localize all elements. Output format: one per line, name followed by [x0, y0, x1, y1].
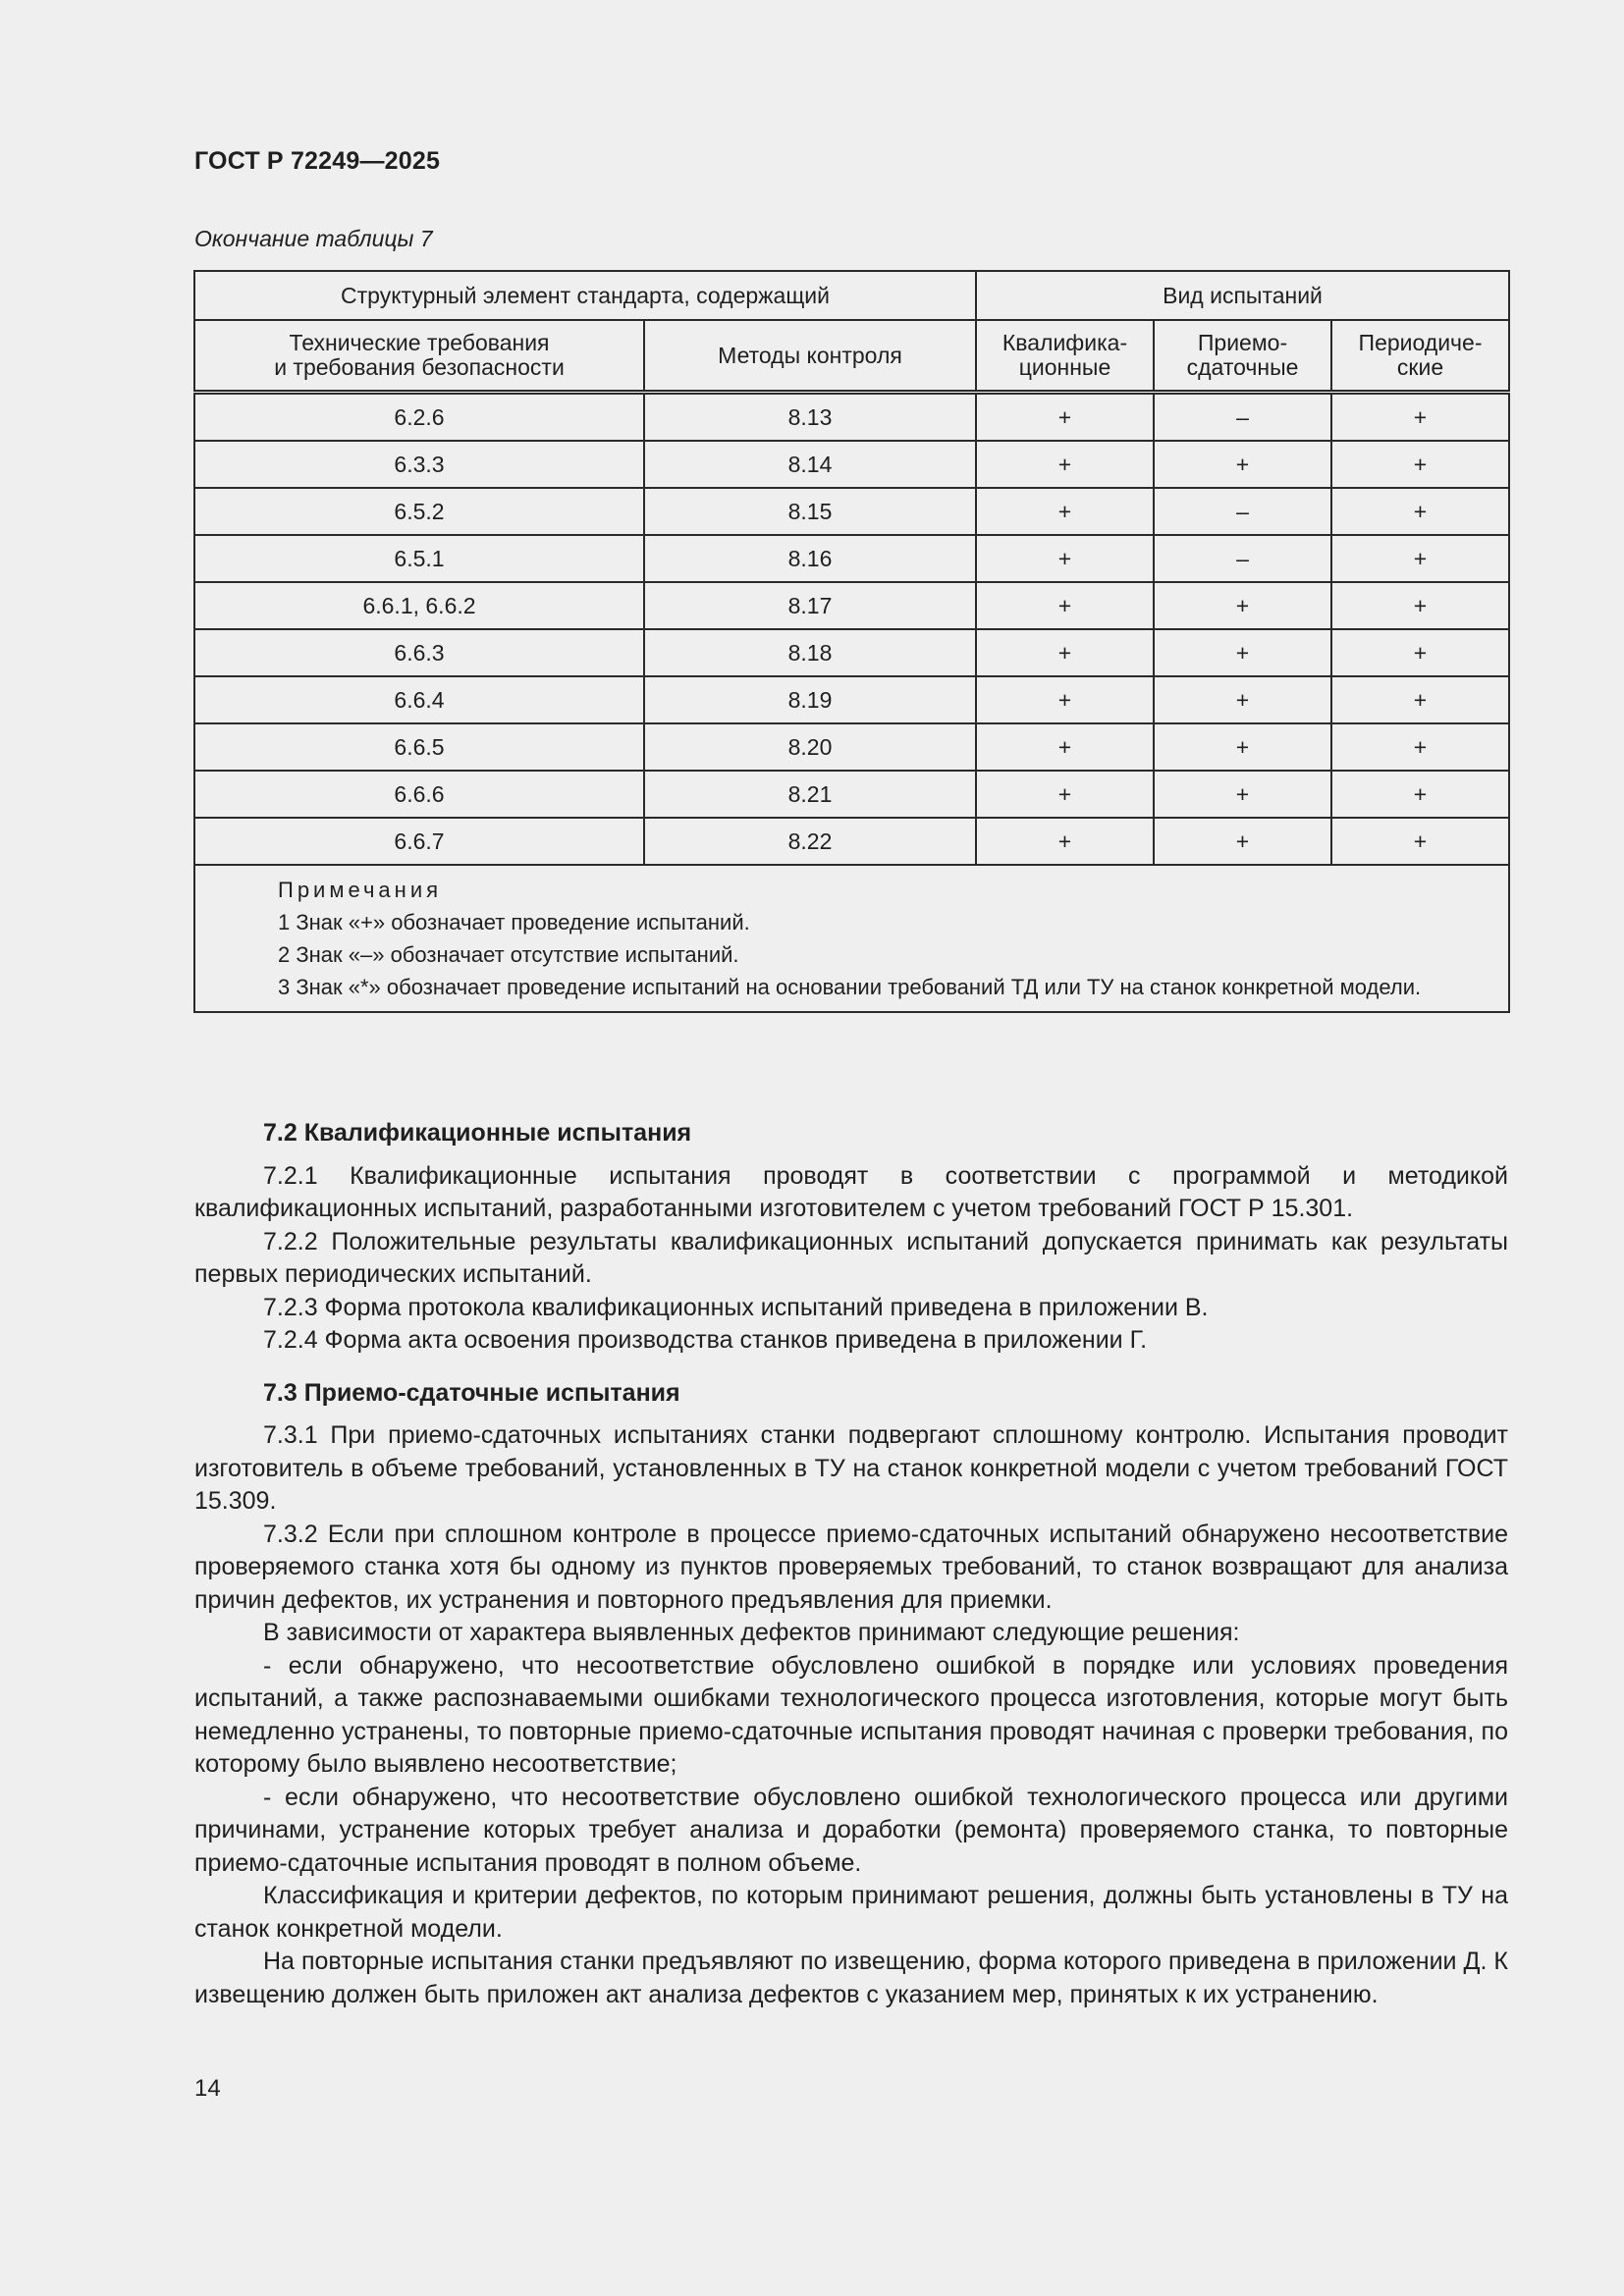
cell-acceptance: +: [1154, 723, 1331, 771]
note-item: 1 Знак «+» обозначает проведение испытаний.: [278, 910, 750, 934]
bullet-item: - если обнаружено, что несоответствие обусловлено ошибкой технологического процесса или другими причинами, устранение которых требует анализа и доработки (ремонта) проверяемого станка, то повторные приемо-сдаточные испытания проводят в полном объеме.: [194, 1783, 1508, 1877]
cell-acceptance: +: [1154, 582, 1331, 629]
cell-qualification: +: [976, 818, 1154, 865]
cell-qualification: +: [976, 441, 1154, 488]
cell-method: 8.13: [644, 393, 976, 442]
cell-acceptance: –: [1154, 535, 1331, 582]
standard-header: ГОСТ Р 72249—2025: [194, 147, 441, 175]
table-row: [194, 771, 1509, 818]
cell-qualification: +: [976, 535, 1154, 582]
cell-qualification: +: [976, 629, 1154, 676]
paragraph-repeat-tests: На повторные испытания станки предъявляют по извещению, форма которого приведена в приложении Д. К извещению должен быть приложен акт анализа дефектов с указанием мер, принятых к их устранению.: [194, 1948, 1508, 2008]
bullet-item: - если обнаружено, что несоответствие обусловлено ошибкой в порядке или условиях проведения испытаний, а также распознаваемыми ошибками технологического процесса изготовления, которые могут быть немедленно устранены, то повторные приемо-сдаточные испытания проводят начиная с проверки требования, по которому было выявлено несоответствие;: [194, 1651, 1508, 1778]
cell-qualification: +: [976, 723, 1154, 771]
body-text: [194, 1117, 1508, 2011]
cell-acceptance: +: [1154, 629, 1331, 676]
table-caption: Окончание таблицы 7: [194, 226, 433, 251]
table-row: [194, 441, 1509, 488]
cell-qualification: +: [976, 582, 1154, 629]
table-row: [194, 629, 1509, 676]
cell-acceptance: –: [1154, 393, 1331, 442]
col-header-methods: Методы контроля: [644, 320, 976, 393]
paragraph-7-3-2: 7.3.2 Если при сплошном контроле в процессе приемо-сдаточных испытаний обнаружено несоответствие проверяемого станка хотя бы одному из пунктов проверяемых требований, то станок возвращают для анализа причин дефектов, их устранения и повторного предъявления для приемки.: [194, 1520, 1508, 1614]
col-header-acceptance: Приемо- сдаточные: [1154, 320, 1331, 393]
paragraph-depend: В зависимости от характера выявленных дефектов принимают следующие решения:: [263, 1619, 1240, 1646]
cell-acceptance: +: [1154, 771, 1331, 818]
cell-periodic: +: [1331, 629, 1509, 676]
cell-method: 8.15: [644, 488, 976, 535]
page-number: 14: [194, 2075, 221, 2102]
paragraph-7-3-1: 7.3.1 При приемо-сдаточных испытаниях станки подвергают сплошному контролю. Испытания проводит изготовитель в объеме требований, установленных в ТУ на станок конкретной модели с учетом требований ГОСТ 15.309.: [194, 1421, 1508, 1515]
cell-requirement: 6.6.4: [194, 676, 644, 723]
table-row: [194, 818, 1509, 865]
cell-acceptance: +: [1154, 441, 1331, 488]
cell-qualification: +: [976, 771, 1154, 818]
notes-title: Примечания: [278, 878, 443, 902]
table-row: [194, 393, 1509, 442]
col-header-periodic: Периодиче- ские: [1331, 320, 1509, 393]
cell-acceptance: –: [1154, 488, 1331, 535]
cell-requirement: 6.6.7: [194, 818, 644, 865]
paragraph-7-2-4: 7.2.4 Форма акта освоения производства станков приведена в приложении Г.: [263, 1326, 1148, 1354]
cell-periodic: +: [1331, 723, 1509, 771]
col-header-qualification: Квалифика- ционные: [976, 320, 1154, 393]
cell-requirement: 6.5.1: [194, 535, 644, 582]
cell-method: 8.17: [644, 582, 976, 629]
cell-requirement: 6.5.2: [194, 488, 644, 535]
cell-method: 8.21: [644, 771, 976, 818]
cell-method: 8.22: [644, 818, 976, 865]
cell-method: 8.18: [644, 629, 976, 676]
paragraph-7-2-2: 7.2.2 Положительные результаты квалификационных испытаний допускается принимать как результаты первых периодических испытаний.: [194, 1227, 1508, 1288]
cell-periodic: +: [1331, 441, 1509, 488]
cell-qualification: +: [976, 676, 1154, 723]
section-heading-7-3: 7.3 Приемо-сдаточные испытания: [263, 1378, 680, 1407]
test-types-table: [193, 270, 1510, 1013]
section-heading-7-2: 7.2 Квалификационные испытания: [263, 1119, 692, 1147]
table-notes: [194, 865, 1509, 1012]
table-row: [194, 582, 1509, 629]
cell-acceptance: +: [1154, 818, 1331, 865]
cell-method: 8.19: [644, 676, 976, 723]
cell-requirement: 6.6.6: [194, 771, 644, 818]
cell-requirement: 6.6.5: [194, 723, 644, 771]
table-row: [194, 676, 1509, 723]
cell-qualification: +: [976, 393, 1154, 442]
table-row: [194, 535, 1509, 582]
col-header-requirements: Технические требования и требования безопасности: [194, 320, 644, 393]
cell-periodic: +: [1331, 393, 1509, 442]
table-row: [194, 723, 1509, 771]
paragraph-classification: Классификация и критерии дефектов, по которым принимают решения, должны быть установлены в ТУ на станок конкретной модели.: [194, 1882, 1508, 1943]
cell-periodic: +: [1331, 818, 1509, 865]
cell-method: 8.20: [644, 723, 976, 771]
cell-method: 8.16: [644, 535, 976, 582]
paragraph-7-2-3: 7.2.3 Форма протокола квалификационных испытаний приведена в приложении В.: [263, 1293, 1209, 1321]
cell-acceptance: +: [1154, 676, 1331, 723]
cell-periodic: +: [1331, 676, 1509, 723]
group-header-structural: Структурный элемент стандарта, содержащий: [194, 271, 976, 320]
cell-method: 8.14: [644, 441, 976, 488]
cell-periodic: +: [1331, 488, 1509, 535]
cell-periodic: +: [1331, 535, 1509, 582]
group-header-test-type: Вид испытаний: [976, 271, 1509, 320]
cell-periodic: +: [1331, 771, 1509, 818]
paragraph-7-2-1: 7.2.1 Квалификационные испытания проводят в соответствии с программой и методикой квалификационных испытаний, разработанными изготовителем с учетом требований ГОСТ Р 15.301.: [194, 1161, 1508, 1222]
note-item: 3 Знак «*» обозначает проведение испытаний на основании требований ТД или ТУ на станок конкретной модели.: [278, 975, 1422, 999]
note-item: 2 Знак «–» обозначает отсутствие испытаний.: [278, 942, 739, 967]
cell-requirement: 6.3.3: [194, 441, 644, 488]
cell-requirement: 6.2.6: [194, 393, 644, 442]
cell-requirement: 6.6.3: [194, 629, 644, 676]
table-row: [194, 488, 1509, 535]
cell-periodic: +: [1331, 582, 1509, 629]
cell-qualification: +: [976, 488, 1154, 535]
cell-requirement: 6.6.1, 6.6.2: [194, 582, 644, 629]
